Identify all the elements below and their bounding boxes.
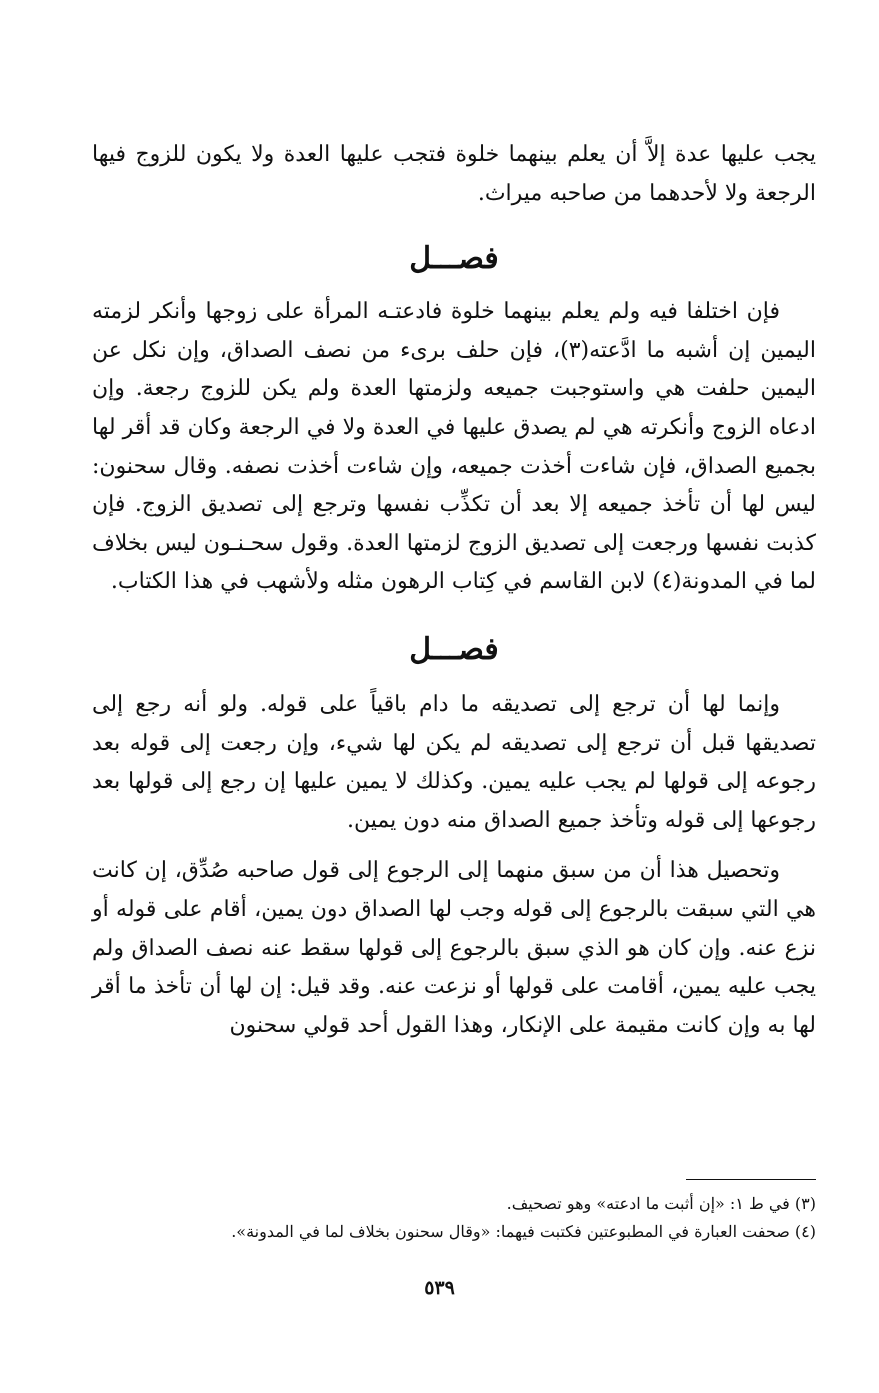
paragraph-continuation: يجب عليها عدة إلاَّ أن يعلم بينهما خلوة فتجب عليها العدة ولا يكون للزوج فيها الرجعة ولا لأحدهما من صاحبه ميراث. <box>92 142 816 206</box>
footnote-4: (٤) صحفت العبارة في المطبوعتين فكتبت فيهما: «وقال سحنون بخلاف لما في المدونة». <box>231 1222 816 1241</box>
paragraph-summary: وتحصيل هذا أن من سبق منهما إلى الرجوع إلى قول صاحبه صُدِّق، إن كانت هي التي سبقت بالرجوع إلى قوله وجب لها الصداق دون يمين، أقام على قوله أو نزع عنه. وإن كان هو الذي سبق بالرجوع إلى قولها سقط عنه نصف الصداق ولم يجب عليه يمين، أقامت على قولها أو نزعت عنه. وقد قيل: إن لها أن تأخذ ما أقر لها به وإن كانت مقيمة على الإنكار، وهذا القول أحد قولي سحنون <box>92 858 816 1038</box>
footnotes <box>92 1190 816 1246</box>
section-heading-fasl-2: فصـــل <box>409 631 499 667</box>
section-heading-fasl-1: فصـــل <box>409 241 499 277</box>
footnote-separator <box>686 1179 816 1180</box>
paragraph-return-to-confirmation: وإنما لها أن ترجع إلى تصديقه ما دام باقياً على قوله. ولو أنه رجع إلى تصديقها قبل أن ترجع إلى تصديقه لم يكن لها شيء، وإن رجعت إلى قوله بعد رجوعه إلى قولها لم يجب عليه يمين. وكذلك لا يمين عليها إن رجع إلى قولها بعد رجوعها إلى قوله وتأخذ جميع الصداق منه دون يمين. <box>92 691 816 833</box>
page-number: ٥٣٩ <box>424 1277 455 1299</box>
footnote-3: (٣) في ط ١: «إن أثبت ما ادعته» وهو تصحيف. <box>506 1194 816 1213</box>
paragraph-dispute-khalwa: فإن اختلفا فيه ولم يعلم بينهما خلوة فادعتـه المرأة على زوجها وأنكر لزمته اليمين إن أشبه ما ادَّعته(٣)، فإن حلف برىء من نصف الصداق، وإن نكل عن اليمين حلفت هي واستوجبت جميعه ولزمتها العدة ولم يكن للزوج رجعة. وإن ادعاه الزوج وأنكرته هي لم يصدق عليها في العدة ولا في الرجعة وكان قد أقر لها بجميع الصداق، فإن شاءت أخذت جميعه، وإن شاءت أخذت نصفه. وقال سحنون: ليس لها أن تأخذ جميعه إلا بعد أن تكذِّب نفسها وترجع إلى تصديق الزوج. فإن كذبت نفسها ورجعت إلى تصديق الزوج لزمتها العدة. وقول سحـنـون ليس بخلاف لما في المدونة(٤) لابن القاسم في كِتاب الرهون مثله ولأشهب في هذا الكتاب. <box>92 299 816 595</box>
page-body <box>92 136 816 1045</box>
